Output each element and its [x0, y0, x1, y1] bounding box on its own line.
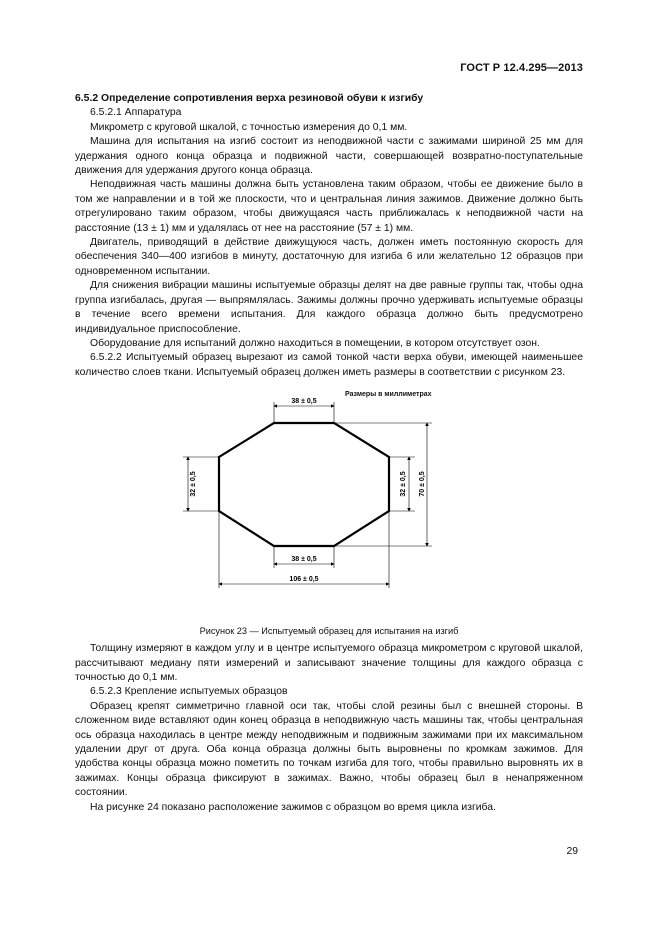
- subsection-equipment: 6.5.2.1 Аппаратура: [90, 107, 182, 119]
- document-code: ГОСТ Р 12.4.295—2013: [460, 62, 583, 74]
- page-content: [75, 92, 583, 815]
- paragraph: Толщину измеряют в каждом углу и в центре испытуемого образца микрометром с круговой шкалой, рассчитывают медиану пяти измерений и записывают значение толщины для каждого образца с точностью до 0,1 мм.: [75, 643, 583, 683]
- paragraph: Микрометр с круговой шкалой, с точностью измерения до 0,1 мм.: [90, 121, 408, 133]
- units-label: Размеры в миллиметрах: [345, 391, 432, 399]
- paragraph: На рисунке 24 показано расположение зажимов с образцом во время цикла изгиба.: [90, 801, 496, 813]
- section-title: 6.5.2 Определение сопротивления верха резиновой обуви к изгибу: [75, 93, 424, 104]
- paragraph: Неподвижная часть машины должна быть установлена таким образом, чтобы ее движение было в том же направлении и в той же плоскости, что и центральная линия зажимов. Движение должно быть отрегулировано таким образом, чтобы движущаяся часть приближалась к неподвижной части на расстояние (13 ± 1) мм и удалялась от нее на расстояние (57 ± 1) мм.: [75, 179, 583, 234]
- dim-top-label: 38 ± 0,5: [291, 398, 317, 406]
- page-number: 29: [566, 846, 578, 857]
- paragraph: 6.5.2.2 Испытуемый образец вырезают из самой тонкой части верха обуви, имеющей наименьшее количество слоев ткани. Испытуемый образец должен иметь размеры в соответствии с рисунком 23.: [75, 352, 583, 378]
- specimen-outline: [219, 423, 389, 546]
- paragraph: Оборудование для испытаний должно находиться в помещении, в котором отсутствует озон.: [90, 337, 540, 349]
- dim-bottom-label: 38 ± 0,5: [291, 556, 317, 564]
- specimen-drawing: [75, 382, 583, 622]
- subsection-mounting: 6.5.2.3 Крепление испытуемых образцов: [90, 686, 288, 698]
- paragraph: Образец крепят симметрично главной оси так, чтобы слой резины был с внешней стороны. В сложенном виде вставляют один конец образца в неподвижную часть машины так, чтобы центральная ось образца находилась в центре между неподвижным и подвижным зажимами при их максимальном удалении друг от друга. Оба конца образца должны быть выровнены по кромкам зажимов. Для удобства концы образца можно пометить по точкам изгиба для того, чтобы правильно выровнять их в зажимах. Концы образца фиксируют в зажимах. Важно, чтобы образец был в ненапряженном состоянии.: [75, 700, 583, 799]
- paragraph: Машина для испытания на изгиб состоит из неподвижной части с зажимами шириной 25 мм для удержания одного конца образца и подвижной части, совершающей возвратно-поступательные движения для удержания другого конца образца.: [75, 136, 583, 177]
- dim-width-label: 106 ± 0,5: [289, 576, 319, 584]
- paragraph: Двигатель, приводящий в действие движущуюся часть, должен иметь постоянную скорость для обеспечения 340—400 изгибов в минуту, достаточную для изгиба 6 или желательно 12 образцов при одновременном испытании.: [75, 237, 583, 277]
- paragraph: Для снижения вибрации машины испытуемые образцы делят на две равные группы так, чтобы одна группа изгибалась, другая — выпрямлялась. Зажимы должны прочно удерживать испытуемые образцы в течение всего времени испытания. Для каждого образца должно быть предусмотрено индивидуальное приспособление.: [75, 280, 583, 335]
- dim-height-label: 70 ± 0,5: [419, 471, 426, 497]
- figure-23: [75, 382, 583, 637]
- dim-left-label: 32 ± 0,5: [190, 471, 197, 497]
- figure-caption: Рисунок 23 — Испытуемый образец для испытания на изгиб: [199, 626, 459, 637]
- dim-right-inner-label: 32 ± 0,5: [400, 471, 407, 497]
